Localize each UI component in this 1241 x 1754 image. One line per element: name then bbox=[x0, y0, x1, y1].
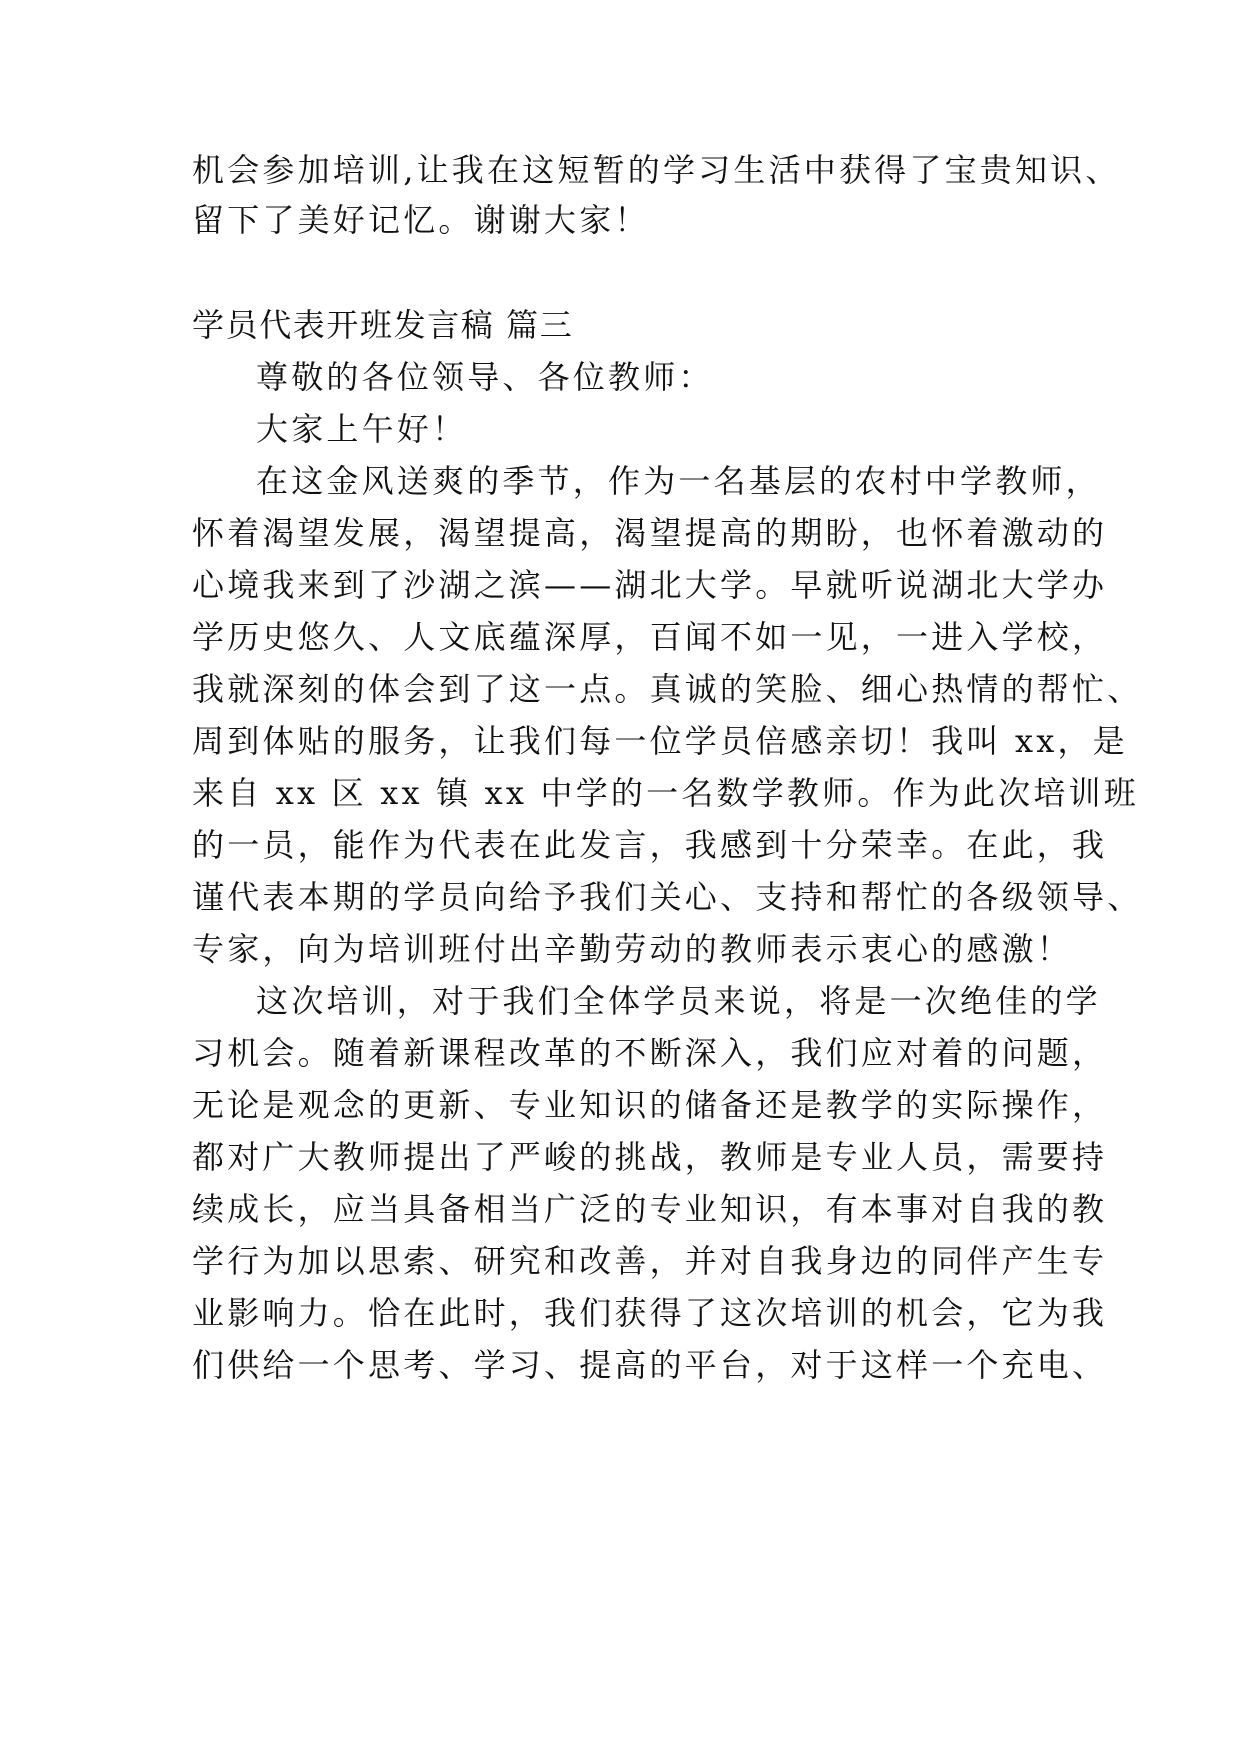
paragraph1-line-5: 我就深刻的体会到了这一点。真诚的笑脸、细心热情的帮忙、 bbox=[192, 670, 1143, 708]
section-title: 学员代表开班发言稿 篇三 bbox=[192, 306, 574, 344]
paragraph1-line-6: 周到体贴的服务，让我们每一位学员倍感亲切！我叫 xx，是 bbox=[192, 722, 1128, 760]
paragraph1-line-1: 在这金风送爽的季节，作为一名基层的农村中学教师， bbox=[256, 462, 1101, 500]
paragraph1-line-7: 来自 xx 区 xx 镇 xx 中学的一名数学教师。作为此次培训班 bbox=[192, 774, 1139, 812]
paragraph1-line-10: 专家，向为培训班付出辛勤劳动的教师表示衷心的感激！ bbox=[192, 930, 1073, 968]
paragraph2-line-7: 业影响力。恰在此时，我们获得了这次培训的机会，它为我 bbox=[192, 1294, 1108, 1332]
paragraph1-line-3: 心境我来到了沙湖之滨——湖北大学。早就听说湖北大学办 bbox=[192, 566, 1108, 604]
intro-line-1: 机会参加培训,让我在这短暂的学习生活中获得了宝贵知识、 bbox=[192, 151, 1121, 189]
paragraph2-line-8: 们供给一个思考、学习、提高的平台，对于这样一个充电、 bbox=[192, 1346, 1108, 1384]
paragraph2-line-1: 这次培训，对于我们全体学员来说，将是一次绝佳的学 bbox=[256, 982, 1101, 1020]
paragraph1-line-9: 谨代表本期的学员向给予我们关心、支持和帮忙的各级领导、 bbox=[192, 878, 1143, 916]
salutation: 尊敬的各位领导、各位教师： bbox=[256, 358, 714, 396]
paragraph1-line-8: 的一员，能作为代表在此发言，我感到十分荣幸。在此，我 bbox=[192, 826, 1108, 864]
paragraph2-line-2: 习机会。随着新课程改革的不断深入，我们应对着的问题， bbox=[192, 1034, 1108, 1072]
paragraph1-line-4: 学历史悠久、人文底蕴深厚，百闻不如一见，一进入学校， bbox=[192, 618, 1108, 656]
paragraph2-line-4: 都对广大教师提出了严峻的挑战，教师是专业人员，需要持 bbox=[192, 1138, 1108, 1176]
paragraph1-line-2: 怀着渴望发展，渴望提高，渴望提高的期盼，也怀着激动的 bbox=[192, 514, 1108, 552]
paragraph2-line-6: 学行为加以思索、研究和改善，并对自我身边的同伴产生专 bbox=[192, 1242, 1108, 1280]
intro-line-2: 留下了美好记忆。谢谢大家！ bbox=[192, 201, 650, 239]
greeting: 大家上午好！ bbox=[256, 410, 468, 448]
paragraph2-line-5: 续成长，应当具备相当广泛的专业知识，有本事对自我的教 bbox=[192, 1190, 1108, 1228]
paragraph2-line-3: 无论是观念的更新、专业知识的储备还是教学的实际操作， bbox=[192, 1086, 1108, 1124]
